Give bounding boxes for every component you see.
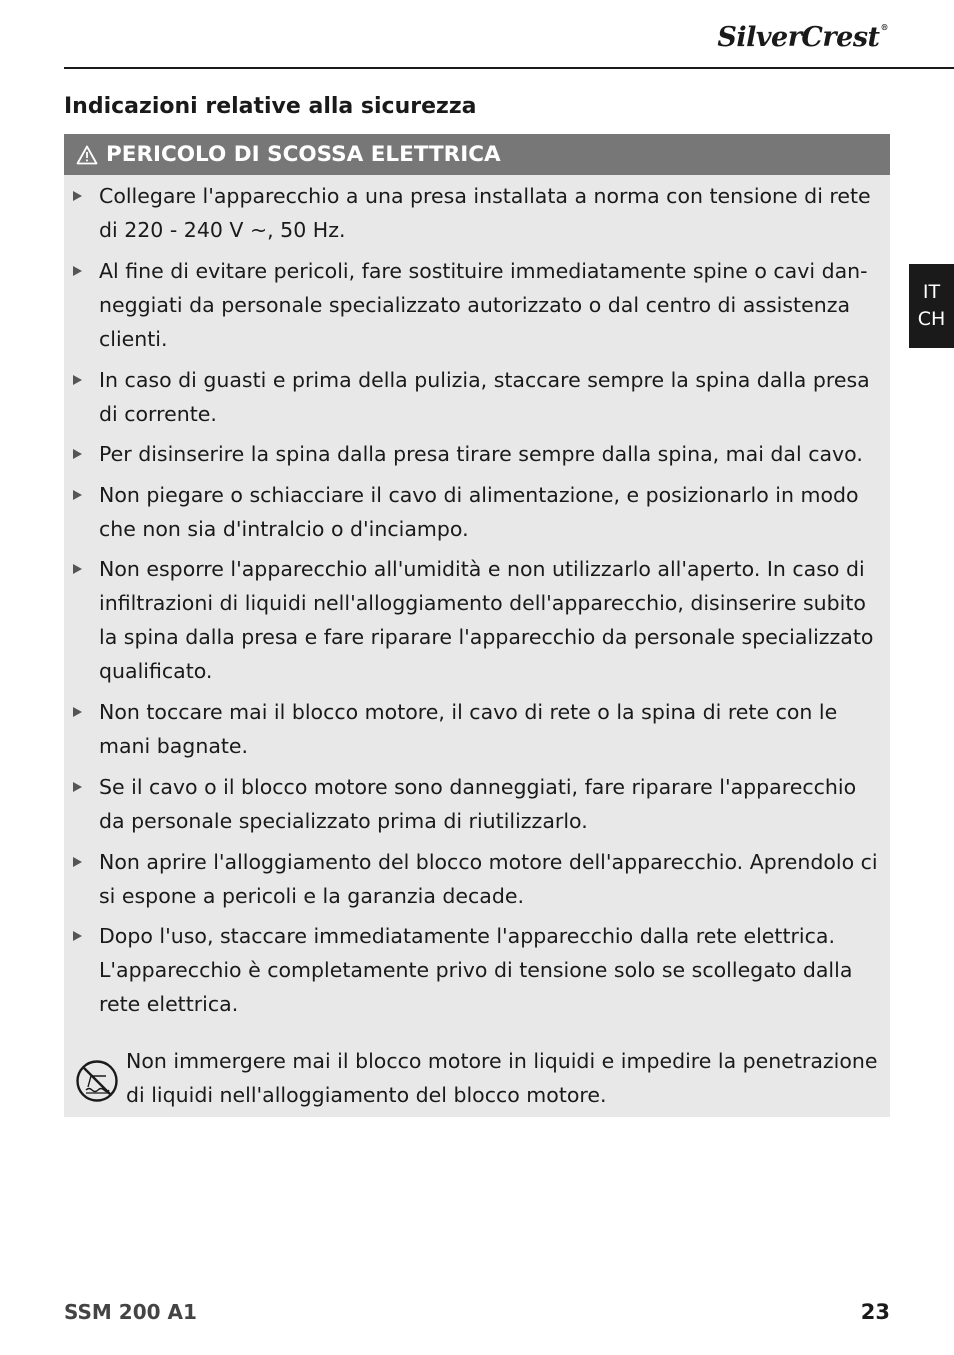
warning-title: PERICOLO DI SCOSSA ELETTRICA	[106, 142, 501, 167]
list-item: Non esporre l'apparecchio all'umidità e non utilizzarlo all'aperto. In caso di infiltrazioni di liquidi nell'alloggiamento dell'apparecchio, disinserire subito la spina dalla presa e fare riparare l'apparecchio da personale specializzato qualificato.	[99, 552, 884, 688]
list-item: Se il cavo o il blocco motore sono danneggiati, fare riparare l'apparecchio da personale specializzato prima di riutilizzarlo.	[99, 770, 884, 838]
header-rule	[64, 67, 954, 69]
list-item: Al fine di evitare pericoli, fare sostituire immediatamente spine o cavi danneggiati da personale specializzato autorizzato o dal centro di assistenza clienti.	[99, 254, 884, 356]
list-item: Non piegare o schiacciare il cavo di alimentazione, e posizionarlo in modo che non sia d'intralcio o d'inciampo.	[99, 478, 884, 546]
warning-box	[64, 134, 890, 1117]
footer-model: SSM 200 A1	[64, 1300, 197, 1324]
bullet-arrow-icon	[73, 449, 82, 459]
list-item: In caso di guasti e prima della pulizia, staccare sempre la spina dalla presa di corrente.	[99, 363, 884, 431]
list-item: Dopo l'uso, staccare immediatamente l'apparecchio dalla rete elettrica. L'apparecchio è completamente privo di tensione solo se scollegato dalla rete elettrica.	[99, 919, 884, 1021]
language-tab	[909, 264, 954, 348]
list-item: Collegare l'apparecchio a una presa installata a norma con tensione di rete di 220 - 240 V ~, 50 Hz.	[99, 179, 884, 247]
language-it: IT	[922, 281, 941, 303]
list-item: Non toccare mai il blocco motore, il cavo di rete o la spina di rete con le mani bagnate.	[99, 695, 884, 763]
note-text: Non immergere mai il blocco motore in liquidi e impedire la penetrazione di liquidi nell'alloggiamento del blocco motore.	[126, 1049, 878, 1107]
page-number: 23	[860, 1300, 890, 1324]
brand-logo: SilverCrest®	[717, 22, 888, 53]
bullet-arrow-icon	[73, 266, 82, 276]
bullet-arrow-icon	[73, 782, 82, 792]
registered-mark: ®	[880, 22, 888, 32]
bullet-arrow-icon	[73, 490, 82, 500]
bullet-arrow-icon	[73, 931, 82, 941]
no-immersion-icon	[75, 1059, 119, 1103]
bullet-arrow-icon	[73, 707, 82, 717]
section-title: Indicazioni relative alla sicurezza	[64, 94, 477, 119]
bullet-arrow-icon	[73, 857, 82, 867]
bullet-arrow-icon	[73, 564, 82, 574]
bullet-arrow-icon	[73, 191, 82, 201]
language-ch: CH	[917, 308, 946, 330]
list-item: Non aprire l'alloggiamento del blocco motore dell'apparecchio. Aprendolo ci si espone a pericoli e la garanzia decade.	[99, 845, 884, 913]
warning-triangle-icon	[76, 145, 98, 165]
list-item: Per disinserire la spina dalla presa tirare sempre dalla spina, mai dal cavo.	[99, 437, 899, 471]
bullet-arrow-icon	[73, 375, 82, 385]
warning-header	[64, 134, 890, 175]
